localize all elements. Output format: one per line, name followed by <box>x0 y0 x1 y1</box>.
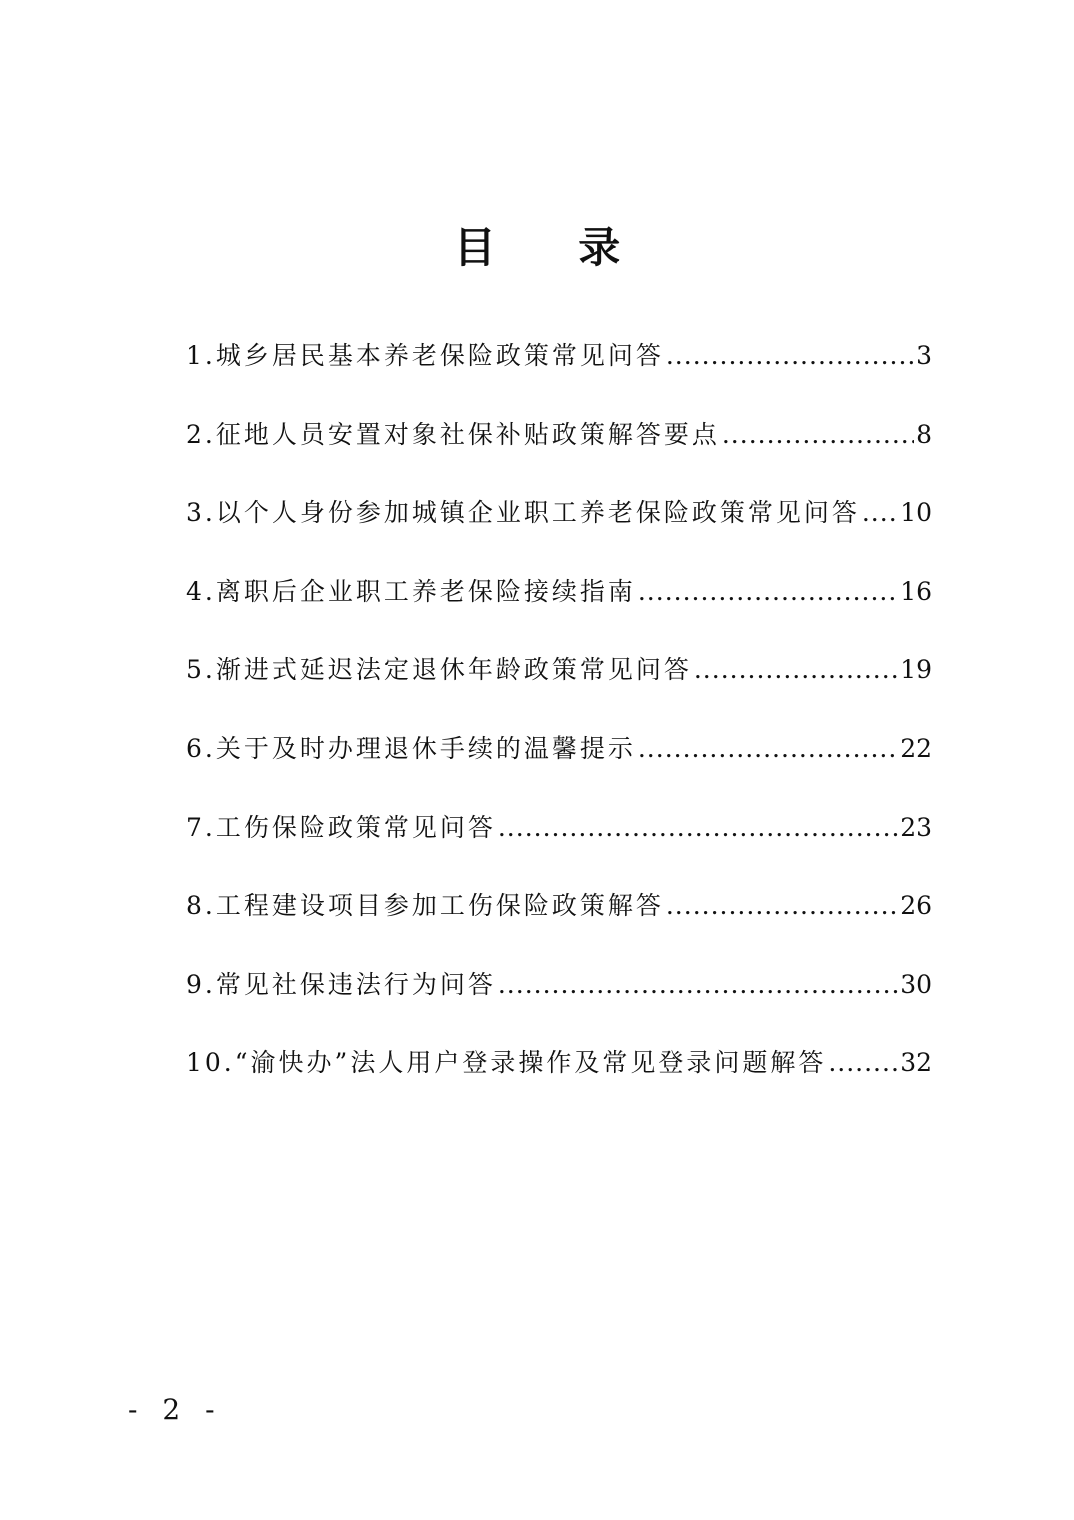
toc-dot-leader <box>498 963 898 1007</box>
toc-item-3[interactable] <box>186 491 932 570</box>
toc-item-label: 10.“渝快办”法人用户登录操作及常见登录问题解答 <box>186 1048 827 1078</box>
toc-item-label: 3.以个人身份参加城镇企业职工养老保险政策常见问答 <box>186 498 860 528</box>
toc-dot-leader <box>638 727 898 771</box>
toc-item-page: 8 <box>916 419 932 449</box>
toc-dot-leader <box>638 570 898 614</box>
toc-item-9[interactable] <box>186 963 932 1042</box>
page-title: 目 录 <box>453 223 655 272</box>
page-number: - 2 - <box>128 1393 223 1426</box>
toc-item-label: 9.常见社保违法行为问答 <box>186 969 496 999</box>
toc-item-label: 8.工程建设项目参加工伤保险政策解答 <box>186 891 664 921</box>
toc-item-label: 5.渐进式延迟法定退休年龄政策常见问答 <box>186 655 692 685</box>
toc-item-10[interactable] <box>186 1041 932 1120</box>
toc-item-2[interactable] <box>186 413 932 492</box>
toc-item-page: 23 <box>900 812 932 842</box>
toc-dot-leader <box>666 334 914 378</box>
toc-item-label: 1.城乡居民基本养老保险政策常见问答 <box>186 341 664 370</box>
toc-item-page: 3 <box>916 341 932 370</box>
toc-item-page: 30 <box>900 969 932 999</box>
toc-item-4[interactable] <box>186 570 932 649</box>
toc-item-label: 2.征地人员安置对象社保补贴政策解答要点 <box>186 419 720 449</box>
toc-item-page: 22 <box>900 733 932 763</box>
toc-dot-leader <box>694 648 898 692</box>
toc-item-page: 19 <box>900 655 932 685</box>
toc-item-page: 10 <box>900 498 932 528</box>
table-of-contents <box>186 334 932 1120</box>
toc-item-page: 32 <box>900 1048 932 1078</box>
toc-item-page: 16 <box>900 576 932 606</box>
toc-item-page: 26 <box>900 891 932 921</box>
toc-item-1[interactable] <box>186 334 932 413</box>
toc-item-5[interactable] <box>186 648 932 727</box>
toc-dot-leader <box>862 491 898 535</box>
toc-item-8[interactable] <box>186 884 932 963</box>
toc-item-label: 6.关于及时办理退休手续的温馨提示 <box>186 733 636 763</box>
toc-dot-leader <box>498 806 898 850</box>
toc-dot-leader <box>666 884 898 928</box>
toc-item-7[interactable] <box>186 806 932 885</box>
toc-dot-leader <box>828 1041 898 1085</box>
toc-item-label: 4.离职后企业职工养老保险接续指南 <box>186 576 636 606</box>
toc-dot-leader <box>722 413 914 457</box>
toc-item-6[interactable] <box>186 727 932 806</box>
toc-item-label: 7.工伤保险政策常见问答 <box>186 812 496 842</box>
